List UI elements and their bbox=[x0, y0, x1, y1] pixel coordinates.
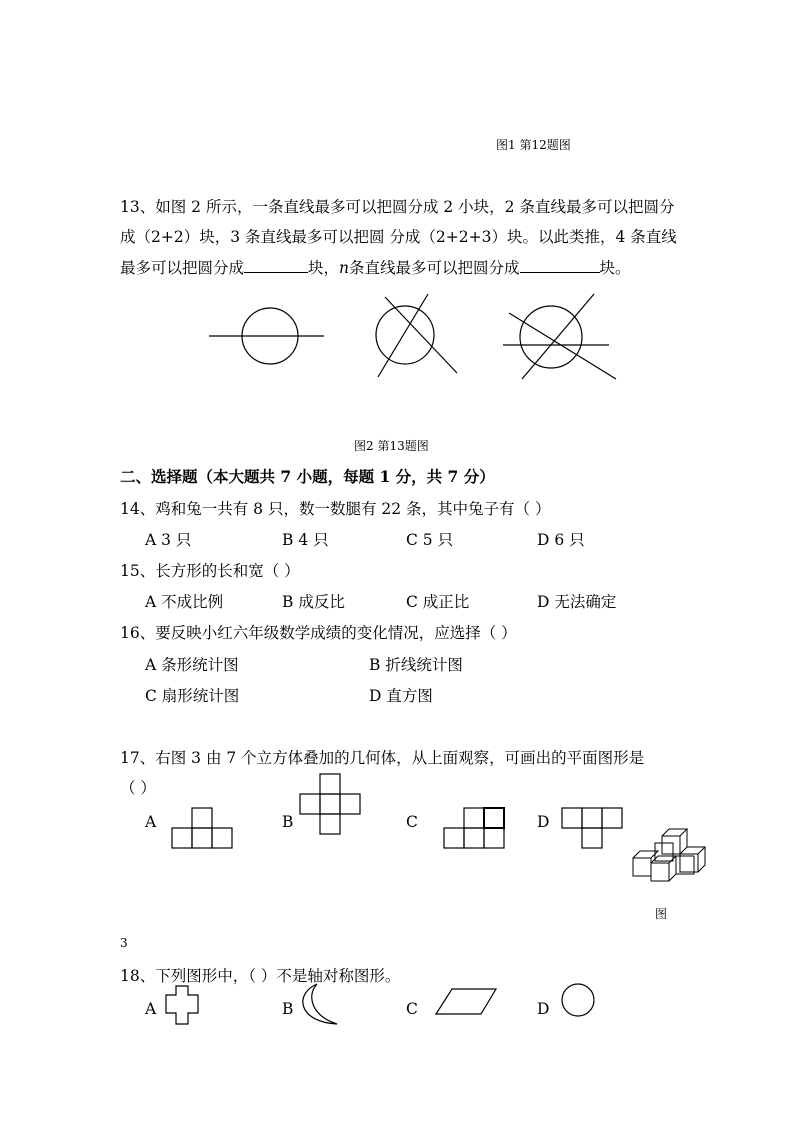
q16-option-d[interactable]: D 直方图 bbox=[369, 687, 433, 705]
figure1-caption: 图1 第12题图 bbox=[496, 138, 571, 152]
q15-option-a[interactable]: A 不成比例 bbox=[145, 593, 224, 611]
q16-option-a[interactable]: A 条形统计图 bbox=[145, 656, 239, 674]
circle-one-line bbox=[209, 308, 324, 364]
q18-option-c-label[interactable]: C bbox=[406, 1000, 418, 1018]
q18-option-d-label[interactable]: D bbox=[537, 1000, 550, 1018]
q14-option-a[interactable]: A 3 只 bbox=[145, 531, 192, 549]
q13-line2: 成（2+2）块，3 条直线最多可以把圆 分成（2+2+3）块。以此类推，4 条直线 bbox=[120, 228, 677, 246]
q14-stem: 14、鸡和兔一共有 8 只，数一数腿有 22 条，其中兔子有（ ） bbox=[120, 500, 551, 518]
q13-line1: 13、如图 2 所示，一条直线最多可以把圆分成 2 小块，2 条直线最多可以把圆分 bbox=[120, 198, 675, 216]
q17-shape-c[interactable] bbox=[444, 808, 504, 848]
q18-stem: 18、下列图形中，（ ）不是轴对称图形。 bbox=[120, 967, 401, 985]
q17-option-b-label[interactable]: B bbox=[282, 813, 294, 831]
q17-shape-d[interactable] bbox=[562, 808, 622, 848]
q18-shapes bbox=[0, 980, 794, 1040]
q17-shape-b[interactable] bbox=[300, 774, 360, 834]
q17-stem: 17、右图 3 由 7 个立方体叠加的几何体，从上面观察，可画出的平面图形是 bbox=[120, 749, 645, 767]
q17-option-c-label[interactable]: C bbox=[406, 813, 418, 831]
figure3-caption-number: 3 bbox=[120, 936, 128, 950]
q15-option-c[interactable]: C 成正比 bbox=[406, 593, 470, 611]
q15-option-d[interactable]: D 无法确定 bbox=[537, 593, 617, 611]
q13-line3-b: 块， bbox=[308, 259, 340, 277]
q17-option-d-label[interactable]: D bbox=[537, 813, 550, 831]
q17-shape-a[interactable] bbox=[172, 808, 232, 848]
q16-stem: 16、要反映小红六年级数学成绩的变化情况，应选择（ ） bbox=[120, 624, 517, 642]
q14-option-c[interactable]: C 5 只 bbox=[406, 531, 454, 549]
figure3-stacked-cubes bbox=[633, 829, 705, 881]
q13-line3-d: 块。 bbox=[599, 259, 631, 277]
q13-line3 bbox=[120, 258, 631, 278]
q18-shape-a-cross[interactable] bbox=[166, 986, 198, 1024]
q16-option-b[interactable]: B 折线统计图 bbox=[369, 656, 463, 674]
q13-variable-n: n bbox=[339, 259, 350, 277]
answer-blank-4-lines[interactable] bbox=[244, 258, 308, 273]
q17-answer-paren: （ ） bbox=[120, 779, 156, 797]
answer-blank-n-lines[interactable] bbox=[520, 258, 600, 273]
q16-option-c[interactable]: C 扇形统计图 bbox=[145, 687, 240, 705]
section2-title: 二、选择题（本大题共 7 小题，每题 1 分，共 7 分） bbox=[120, 467, 495, 486]
q17-option-a-label[interactable]: A bbox=[145, 813, 157, 831]
q18-option-a-label[interactable]: A bbox=[145, 1000, 157, 1018]
q15-option-b[interactable]: B 成反比 bbox=[282, 593, 345, 611]
circle-two-lines bbox=[376, 294, 457, 377]
q18-option-b-label[interactable]: B bbox=[282, 1000, 294, 1018]
q18-shape-d-circle[interactable] bbox=[562, 984, 594, 1016]
q13-line3-a: 最多可以把圆分成 bbox=[120, 259, 245, 277]
q14-option-b[interactable]: B 4 只 bbox=[282, 531, 329, 549]
q18-shape-b-crescent[interactable] bbox=[303, 984, 337, 1024]
q17-shapes bbox=[0, 770, 794, 930]
q14-option-d[interactable]: D 6 只 bbox=[537, 531, 585, 549]
figure2-circles bbox=[0, 285, 794, 405]
figure3-caption-word: 图 bbox=[655, 907, 668, 921]
circle-three-lines bbox=[503, 294, 616, 379]
figure2-caption: 图2 第13题图 bbox=[354, 439, 429, 453]
q18-shape-c-parallelogram[interactable] bbox=[436, 989, 496, 1014]
q13-line3-c: 条直线最多可以把圆分成 bbox=[349, 259, 520, 277]
q15-stem: 15、长方形的长和宽（ ） bbox=[120, 562, 300, 580]
